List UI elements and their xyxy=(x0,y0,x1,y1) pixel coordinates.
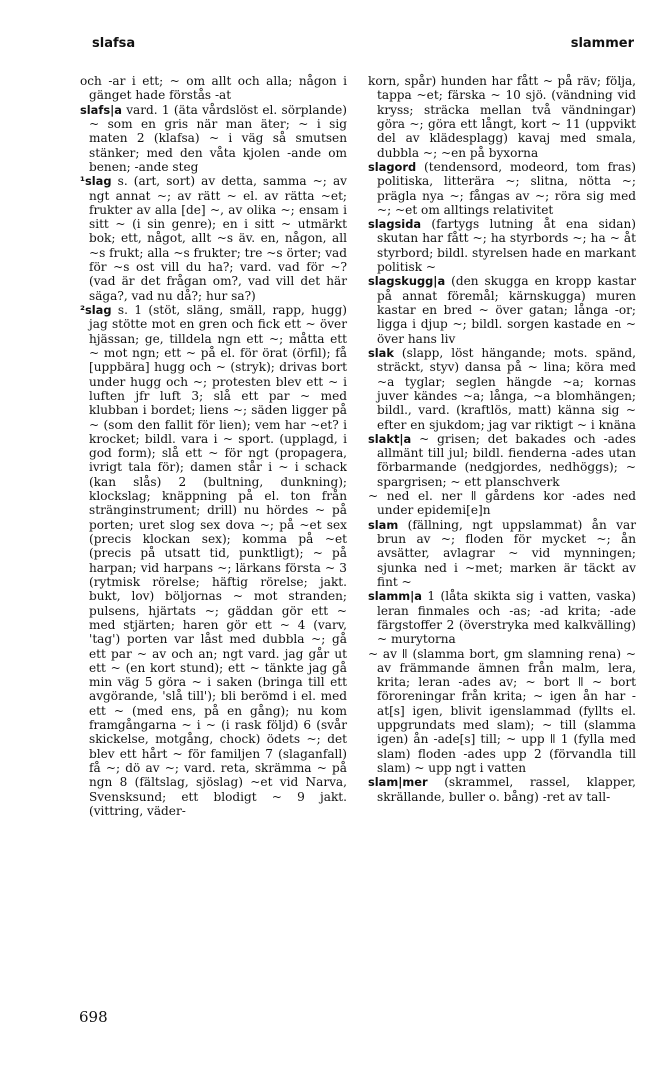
entry-lemma: slafs|a xyxy=(80,102,122,117)
dictionary-entry xyxy=(368,346,636,432)
dictionary-entry xyxy=(368,432,636,489)
page-number: 698 xyxy=(79,1008,108,1026)
entry-lemma: slam xyxy=(368,517,399,532)
entry-text: 1 (låta skikta sig i vatten, vaska) leran finmales och -as; -ad krita; -ade färgstoffer 2 (överstryka med kalkvälling) ~ murytorna xyxy=(377,589,636,647)
entry-text: s. (art, sort) av detta, samma ~; av ngt annat ~; av rätt ~ el. av rätta ~et; frukter av alla [de] ~, av olika ~; ensam i sitt ~ (i sin genre); en i sitt ~ utmärkt bok; ett, något, allt ~s äv. en, någon, all ~s frukt; alla ~s frukter; tre ~s örter; vad för ~s ost vill du ha?; vard. vad för ~? (vad är det frågan om?, vad vill det här säga?, vad nu då?; hur sa?) xyxy=(89,174,348,303)
entry-lemma: slamm|a xyxy=(368,589,422,604)
entry-lemma: slak xyxy=(368,345,394,360)
entry-text: (tendensord, modeord, tom fras) politiska, litterära ~; slitna, nötta ~; prägla nya ~; fångas av ~; röra sig med ~; ~et om alltings relativitet xyxy=(377,159,636,217)
entry-text: (slapp, löst hängande; mots. spänd, sträckt, styv) dansa på ~ lina; köra med ~a tyglar; seglen hängde ~a; kornas juver kändes ~a; långa, ~a blomhängen; bildl., vard. (kraftlös, matt) känna sig ~ efter en sjukdom; jag var riktigt ~ i knäna xyxy=(377,345,636,432)
running-head xyxy=(0,36,664,58)
dictionary-entry xyxy=(368,518,636,590)
left-guide-word: slafsa xyxy=(92,36,136,51)
right-column xyxy=(368,74,636,804)
entry-text: s. 1 (stöt, släng, smäll, rapp, hugg) jag stötte mot en gren och fick ett ~ över hjässan; ge, tilldela ngn ett ~; måtta ett ~ mot ngn; ett ~ på el. för örat (örfil); få [uppbära] hugg och ~ (stryk); drivas bort under hugg och ~; protesten blev ett ~ i luften jfr luft 3; slå ett par ~ med klubban i bordet; liens ~; säden ligger på ~ (som den fallit för lien); vem har ~et? i krocket; bildl. vara i ~ sport. (upplagd, i god form); slå ett ~ för ngt (propagera, ivrigt tala för); damen står i ~ i schack (kan slås) 2 (bultning, dunkning); klockslag; knäppning på el. ton från stränginstrument; drill) nu hördes ~ på porten; uret slog sex dova ~; på ~et sex (precis klockan sex); komma på ~et (precis på utsatt tid, punktligt); ~ på harpan; vid harpans ~; lärkans första ~ 3 (rytmisk rörelse; häftig rörelse; jakt. bukt, lov) böljornas ~ mot stranden; pulsens, hjärtats ~; gäddan gör ett ~ med stjärten; haren gör ett ~ 4 (varv, 'tag') porten var låst med dubbla ~; gå ett par ~ av och an; ngt vard. jag går ut ett ~ (en kort stund); ett ~ tänkte jag gå min väg 5 göra ~ i saken (bringa till ett avgörande, 'slå till'); bli berömd i el. med ett ~ (med ens, på en gång); nu kom framgångarna ~ i ~ (i rask följd) 6 (svår skickelse, motgång, chock) ödets ~; det blev ett hårt ~ för familjen 7 (slaganfall) få ~; dö av ~; vard. reta, skrämma ~ på ngn 8 (fältslag, sjöslag) ~et vid Narva, Svensksund; ett blodigt ~ 9 jakt. (vittring, väder- xyxy=(89,303,347,818)
entry-text: (fartygs lutning åt ena sidan) skutan har fått ~; ha styrbords ~; ha ~ åt styrbord; bildl. styrelsen hade en markant politisk ~ xyxy=(377,217,636,275)
entry-text: ~ av ǁ (slamma bort, gm slamning rena) ~ av främmande ämnen från malm, lera, krita; leran -ades av; ~ bort ǁ ~ bort föroreningar från krita; ~ igen ån har -at[s] igen, blivit igenslammad (fyllts el. uppgrundats med slam); ~ till (slamma igen) ån -ade[s] till; ~ upp ǁ 1 (fylla med slam) floden -ades upp 2 (förvandla till slam) ~ upp ngt i vatten xyxy=(368,646,636,775)
entry-lemma: ¹slag xyxy=(80,174,112,189)
entry-text: ~ ned el. ner ǁ gårdens kor -ades ned under epidemi[e]n xyxy=(368,489,636,518)
entry-lemma: ²slag xyxy=(80,303,112,317)
dictionary-entry xyxy=(368,160,636,217)
entry-text: (skrammel, rassel, klapper, skrällande, buller o. bång) -ret av tall- xyxy=(377,775,636,804)
dictionary-entry xyxy=(368,589,636,646)
dictionary-entry xyxy=(368,775,636,804)
dictionary-entry xyxy=(368,489,636,518)
dictionary-entry xyxy=(368,647,636,776)
entry-lemma: slam|mer xyxy=(368,775,428,790)
dictionary-entry xyxy=(80,174,347,303)
entry-text: vard. 1 (äta vårdslöst el. sörplande) ~ som en gris när man äter; ~ i sig maten 2 (klafsa) ~ i väg så smutsen stänker; med den våta kjolen -ande om benen; -ande steg xyxy=(89,102,347,174)
entry-text: korn, spår) hunden har fått ~ på räv; följa, tappa ~et; färska ~ 10 sjö. (vändning vid kryss; sträcka mellan två vändningar) göra ~; göra ett långt, kort ~ 11 (uppvikt del av klädesplagg) kavaj med smala, dubbla ~; ~en på byxorna xyxy=(368,74,636,160)
dictionary-entry xyxy=(80,74,347,103)
entry-text: (fällning, ngt uppslammat) ån var brun av ~; floden för mycket ~; ån avsätter, avlagrar ~ vid mynningen; sjunka ned i ~met; marken är täckt av fint ~ xyxy=(377,517,636,589)
left-column xyxy=(80,74,347,818)
dictionary-entry xyxy=(368,274,636,346)
entry-text: ~ grisen; det bakades och -ades allmänt till jul; bildl. fienderna -ades utan förbarmande (nedgjordes, nedhöggs); ~ spargrisen; ~ ett planschverk xyxy=(377,431,636,489)
dictionary-entry xyxy=(368,217,636,274)
entry-text: och -ar i ett; ~ om allt och alla; någon i gänget hade förstås -at xyxy=(80,74,347,103)
entry-lemma: slagskugg|a xyxy=(368,274,446,289)
entry-lemma: slakt|a xyxy=(368,431,412,446)
dictionary-entry xyxy=(80,103,347,175)
dictionary-entry xyxy=(80,303,347,818)
entry-lemma: slagord xyxy=(368,159,417,174)
entry-text: (den skugga en kropp kastar på annat föremål; kärnskugga) muren kastar en bred ~ över gatan; långa -or; ligga i djup ~; bildl. sorgen kastade en ~ över hans liv xyxy=(377,274,636,346)
entry-lemma: slagsida xyxy=(368,217,422,232)
right-guide-word: slammer xyxy=(570,36,634,51)
dictionary-entry xyxy=(368,74,636,160)
